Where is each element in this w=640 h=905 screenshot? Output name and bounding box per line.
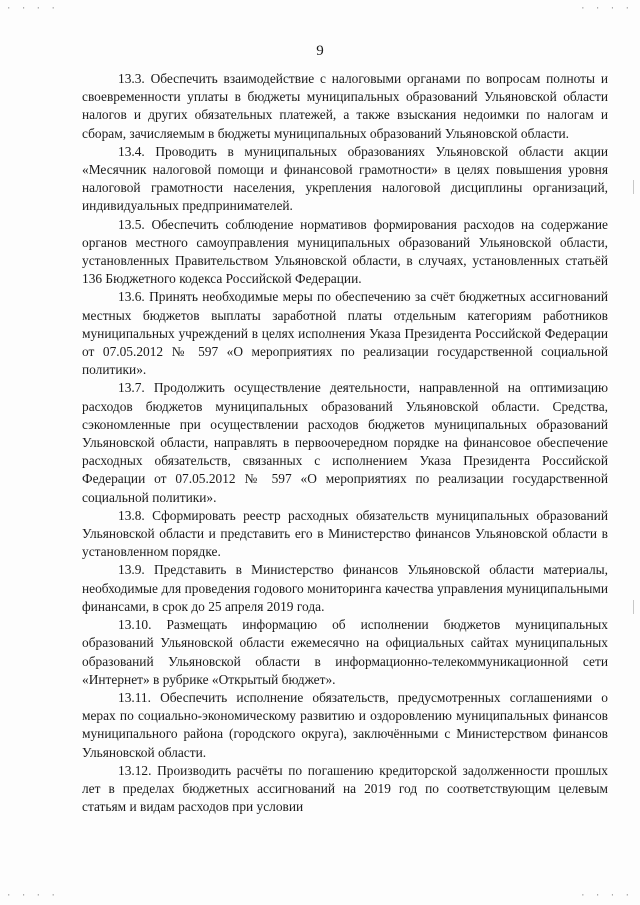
scan-corner-mark: · · · · [580,4,632,14]
scan-corner-mark: · · · · [6,4,58,14]
paragraph-13-5: 13.5. Обеспечить соблюдение нормативов формирования расходов на содержание органов местного самоуправления муниципальных образований Ульяновской области, установленных Правительством Ульяновской области, в случаях, установленных статьёй 136 Бюджетного кодекса Российской Федерации. [82,216,608,287]
page-number: 9 [316,43,324,59]
paragraph-13-7: 13.7. Продолжить осуществление деятельности, направленной на оптимизацию расходов бюджетов муниципальных образований Ульяновской области. Средства, сэкономленные при осуществлении расходов бюджетов муниципальных образований Ульяновской области, направлять в первоочередном порядке на финансовое обеспечение расходных обязательств, связанных с исполнением Указа Президента Российской Федерации от 07.05.2012 № 597 «О мероприятиях по реализации государственной социальной политики». [82,380,608,505]
scan-corner-mark: · · · · [6,891,58,901]
document-body [82,70,608,816]
paragraph-13-12: 13.12. Производить расчёты по погашению кредиторской задолженности прошлых лет в пределах бюджетных ассигнований на 2019 год по соответствующим целевым статьям и видам расходов при условии [82,762,608,815]
scan-edge-mark [633,180,634,194]
paragraph-13-10: 13.10. Размещать информацию об исполнении бюджетов муниципальных образований Ульяновской области ежемесячно на официальных сайтах муниципальных образований Ульяновской области в информационно-телекоммуникационной сети «Интернет» в рубрике «Открытый бюджет». [82,617,608,687]
paragraph-13-11: 13.11. Обеспечить исполнение обязательств, предусмотренных соглашениями о мерах по социально-экономическому развитию и оздоровлению муниципальных финансов муниципального района (городского округа), заключёнными с Министерством финансов Ульяновской области. [82,689,608,760]
paragraph-13-8: 13.8. Сформировать реестр расходных обязательств муниципальных образований Ульяновской области и представить его в Министерство финансов Ульяновской области в установленном порядке. [82,507,608,560]
paragraph-13-3: 13.3. Обеспечить взаимодействие с налоговыми органами по вопросам полноты и своевременности уплаты в бюджеты муниципальных образований Ульяновской области налогов и других обязательных платежей, а также взыскания недоимки по налогам и сборам, зачисляемым в бюджеты муниципальных образований Ульяновской области. [82,71,608,141]
paragraph-13-9: 13.9. Представить в Министерство финансов Ульяновской области материалы, необходимые для проведения годового мониторинга качества управления муниципальными финансами, в срок до 25 апреля 2019 года. [82,562,608,614]
scan-corner-mark: · · · · [580,891,632,901]
paragraph-13-4: 13.4. Проводить в муниципальных образованиях Ульяновской области акции «Месячник налоговой помощи и финансовой грамотности» в целях повышения уровня налоговой грамотности населения, укрепления налоговой дисциплины организаций, индивидуальных предпринимателей. [82,143,608,214]
scan-edge-mark [633,600,634,614]
paragraph-13-6: 13.6. Принять необходимые меры по обеспечению за счёт бюджетных ассигнований местных бюджетов выплаты заработной платы отдельным категориям работников муниципальных учреждений в целях исполнения Указа Президента Российской Федерации от 07.05.2012 № 597 «О мероприятиях по реализации государственной социальной политики». [82,289,608,378]
